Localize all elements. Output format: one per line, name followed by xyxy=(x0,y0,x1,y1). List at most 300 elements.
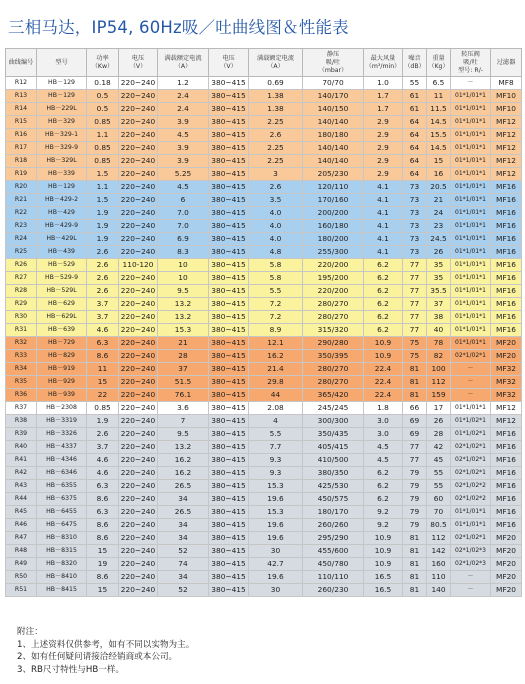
table-cell: 220~240 xyxy=(119,298,158,311)
table-row xyxy=(6,168,522,181)
table-cell: HB－8410 xyxy=(37,571,87,584)
table-cell: 81 xyxy=(403,389,427,402)
table-cell: MF32 xyxy=(491,389,522,402)
table-cell: 11 xyxy=(427,90,451,103)
table-cell: 51.5 xyxy=(158,376,209,389)
column-header xyxy=(119,49,158,77)
table-cell: 77 xyxy=(403,285,427,298)
table-cell: － xyxy=(451,571,491,584)
table-cell: 82 xyxy=(427,350,451,363)
table-cell: 365/420 xyxy=(303,389,364,402)
table-cell: 4.5 xyxy=(364,441,403,454)
table-cell: 280/270 xyxy=(303,376,364,389)
table-cell: 77 xyxy=(403,298,427,311)
table-cell: 4.0 xyxy=(249,233,303,246)
table-cell: 24 xyxy=(427,207,451,220)
table-row xyxy=(6,558,522,571)
table-cell: R33 xyxy=(6,350,37,363)
table-cell: 64 xyxy=(403,129,427,142)
table-cell: 5.8 xyxy=(249,259,303,272)
table-cell: R45 xyxy=(6,506,37,519)
table-cell: 64 xyxy=(403,168,427,181)
table-cell: 28 xyxy=(427,428,451,441)
table-cell: 2.6 xyxy=(249,181,303,194)
table-cell: 22 xyxy=(87,389,119,402)
table-cell: 280/270 xyxy=(303,311,364,324)
table-cell: 5.5 xyxy=(249,285,303,298)
table-cell: 380~415 xyxy=(209,558,249,571)
table-cell: MF16 xyxy=(491,493,522,506)
table-cell: 2.6 xyxy=(249,129,303,142)
table-cell: 02*1/02*3 xyxy=(451,545,491,558)
table-cell: MF16 xyxy=(491,467,522,480)
table-cell: HB－919 xyxy=(37,363,87,376)
table-row xyxy=(6,285,522,298)
table-cell: 450/575 xyxy=(303,493,364,506)
table-cell: R36 xyxy=(6,389,37,402)
table-cell: 200/200 xyxy=(303,207,364,220)
table-cell: 140 xyxy=(427,584,451,597)
table-cell: 9.2 xyxy=(364,519,403,532)
table-cell: 64 xyxy=(403,142,427,155)
table-cell: 73 xyxy=(403,233,427,246)
table-cell: 02*1/02*1 xyxy=(451,454,491,467)
table-cell: MF20 xyxy=(491,532,522,545)
table-cell: 20.5 xyxy=(427,181,451,194)
table-cell: 10.9 xyxy=(364,558,403,571)
table-cell: 16 xyxy=(427,168,451,181)
table-cell: 9.2 xyxy=(364,506,403,519)
table-cell: 34 xyxy=(158,519,209,532)
table-cell: 76.1 xyxy=(158,389,209,402)
table-cell: 2.4 xyxy=(158,90,209,103)
table-cell: 380~415 xyxy=(209,298,249,311)
table-row xyxy=(6,376,522,389)
table-cell: 220~240 xyxy=(119,220,158,233)
table-cell: 81 xyxy=(403,532,427,545)
table-cell: 79 xyxy=(403,506,427,519)
table-cell: 2.6 xyxy=(87,272,119,285)
table-cell: 01*1/01*1 xyxy=(451,506,491,519)
table-cell: 160/180 xyxy=(303,220,364,233)
table-cell: 9.5 xyxy=(158,285,209,298)
table-cell: MF12 xyxy=(491,116,522,129)
table-cell: 1.9 xyxy=(87,233,119,246)
table-cell: R22 xyxy=(6,207,37,220)
table-cell: R19 xyxy=(6,168,37,181)
table-cell: 2.25 xyxy=(249,155,303,168)
table-cell: 170/160 xyxy=(303,194,364,207)
table-cell: 77 xyxy=(403,259,427,272)
column-header-line: 吸/吐 xyxy=(325,59,341,66)
column-header xyxy=(451,49,491,77)
column-header-line: 重量 xyxy=(432,55,445,62)
table-cell: 01*1/01*1 xyxy=(451,402,491,415)
table-cell: 19 xyxy=(87,558,119,571)
table-cell: 1.9 xyxy=(87,207,119,220)
table-cell: MF12 xyxy=(491,415,522,428)
table-cell: HB－939 xyxy=(37,389,87,402)
table-cell: 14.5 xyxy=(427,142,451,155)
table-cell: 55 xyxy=(427,467,451,480)
table-row xyxy=(6,506,522,519)
table-cell: HB－629L xyxy=(37,311,87,324)
table-cell: 10.9 xyxy=(364,545,403,558)
table-cell: 9.3 xyxy=(249,454,303,467)
table-cell: 10 xyxy=(158,259,209,272)
table-cell: R37 xyxy=(6,402,37,415)
table-cell: 34 xyxy=(158,571,209,584)
table-cell: 220~240 xyxy=(119,168,158,181)
table-cell: 3.9 xyxy=(158,155,209,168)
table-cell: 13.2 xyxy=(158,441,209,454)
table-cell: 4.5 xyxy=(364,454,403,467)
table-cell: MF12 xyxy=(491,129,522,142)
table-cell: 195/200 xyxy=(303,272,364,285)
table-cell: 380~415 xyxy=(209,259,249,272)
note-item-2: 2、如有任何疑问请接洽经销商或本公司。 xyxy=(17,652,178,662)
table-cell: HB－729 xyxy=(37,337,87,350)
table-cell: 380~415 xyxy=(209,90,249,103)
table-cell: HB－329-1 xyxy=(37,129,87,142)
table-cell: 100 xyxy=(427,363,451,376)
column-header-line: 电压 xyxy=(222,55,235,62)
table-cell: 13.2 xyxy=(158,311,209,324)
table-cell: 15.5 xyxy=(427,129,451,142)
table-cell: 01*1/01*1 xyxy=(451,194,491,207)
table-cell: 02*1/02*2 xyxy=(451,493,491,506)
table-cell: R41 xyxy=(6,454,37,467)
table-cell: HB－4337 xyxy=(37,441,87,454)
table-cell: 81 xyxy=(403,376,427,389)
table-cell: 380~415 xyxy=(209,350,249,363)
table-cell: 01*1/01*1 xyxy=(451,207,491,220)
table-cell: 01*1/01*1 xyxy=(451,246,491,259)
column-header xyxy=(427,49,451,77)
table-row xyxy=(6,233,522,246)
table-cell: 77 xyxy=(403,272,427,285)
table-cell: 15.3 xyxy=(158,324,209,337)
table-cell: 220~240 xyxy=(119,415,158,428)
table-row xyxy=(6,389,522,402)
table-cell: 01*1/01*1 xyxy=(451,519,491,532)
table-cell: 16.5 xyxy=(364,571,403,584)
table-cell: HB－529-9 xyxy=(37,272,87,285)
table-cell: 220~240 xyxy=(119,506,158,519)
table-cell: 1.2 xyxy=(158,77,209,90)
table-cell: HB－929 xyxy=(37,376,87,389)
table-cell: 2.25 xyxy=(249,116,303,129)
table-cell: 110 xyxy=(427,571,451,584)
table-cell: 5.5 xyxy=(249,428,303,441)
table-cell: 42 xyxy=(427,441,451,454)
table-cell: 4.6 xyxy=(87,324,119,337)
table-row xyxy=(6,493,522,506)
table-cell: 220~240 xyxy=(119,246,158,259)
table-cell: 220~240 xyxy=(119,558,158,571)
column-header-line: （Kg） xyxy=(428,63,449,70)
table-cell: HB－429-2 xyxy=(37,194,87,207)
table-cell: 380~415 xyxy=(209,571,249,584)
table-cell: 64 xyxy=(403,116,427,129)
column-header xyxy=(37,49,87,77)
table-cell: 220~240 xyxy=(119,129,158,142)
table-cell: 1.5 xyxy=(87,194,119,207)
table-row xyxy=(6,363,522,376)
table-cell: R15 xyxy=(6,116,37,129)
table-cell: 23 xyxy=(427,220,451,233)
table-cell: 2.6 xyxy=(87,259,119,272)
table-cell: 380~415 xyxy=(209,428,249,441)
table-row xyxy=(6,298,522,311)
table-cell: 3 xyxy=(249,168,303,181)
table-cell: HB－329L xyxy=(37,155,87,168)
table-cell: 220/200 xyxy=(303,259,364,272)
table-cell: 180/170 xyxy=(303,506,364,519)
table-cell: 0.85 xyxy=(87,116,119,129)
table-cell: 26.5 xyxy=(158,480,209,493)
table-cell: HB－629 xyxy=(37,298,87,311)
table-cell: 1.5 xyxy=(87,168,119,181)
table-cell: 380~415 xyxy=(209,467,249,480)
table-cell: 380~415 xyxy=(209,311,249,324)
table-cell: 1.8 xyxy=(364,402,403,415)
table-cell: 74 xyxy=(158,558,209,571)
table-cell: 3.9 xyxy=(158,142,209,155)
table-cell: R12 xyxy=(6,77,37,90)
column-header-line: 曲线编号 xyxy=(8,59,34,66)
note-item-1: 1、上述资料仅供参考，如有不同以实物为主。 xyxy=(17,639,195,650)
table-cell: 17 xyxy=(427,402,451,415)
table-cell: 455/600 xyxy=(303,545,364,558)
table-cell: 15.3 xyxy=(249,506,303,519)
table-cell: 220~240 xyxy=(119,194,158,207)
table-cell: 79 xyxy=(403,519,427,532)
table-cell: R20 xyxy=(6,181,37,194)
table-cell: 38 xyxy=(427,311,451,324)
table-cell: 13.2 xyxy=(158,298,209,311)
table-cell: MF32 xyxy=(491,376,522,389)
table-cell: 28 xyxy=(158,350,209,363)
table-header-row xyxy=(6,49,522,77)
table-cell: R30 xyxy=(6,311,37,324)
table-cell: 79 xyxy=(403,493,427,506)
table-cell: 110-120 xyxy=(119,259,158,272)
table-cell: 380~415 xyxy=(209,480,249,493)
table-cell: HB－529 xyxy=(37,259,87,272)
table-cell: 01*1/01*1 xyxy=(451,142,491,155)
table-cell: 220~240 xyxy=(119,571,158,584)
table-body xyxy=(6,77,522,597)
table-cell: 6.5 xyxy=(427,77,451,90)
table-cell: HB－339 xyxy=(37,168,87,181)
table-cell: 380~415 xyxy=(209,181,249,194)
column-header-line: 功率 xyxy=(96,55,109,62)
table-cell: 52 xyxy=(158,545,209,558)
table-cell: MF16 xyxy=(491,207,522,220)
table-cell: 220~240 xyxy=(119,350,158,363)
table-cell: MF16 xyxy=(491,194,522,207)
table-cell: 8.3 xyxy=(158,246,209,259)
table-cell: 2.6 xyxy=(87,246,119,259)
table-cell: － xyxy=(451,389,491,402)
table-cell: 220~240 xyxy=(119,545,158,558)
table-cell: 220~240 xyxy=(119,454,158,467)
table-cell: 75 xyxy=(403,337,427,350)
table-cell: 260/260 xyxy=(303,519,364,532)
table-cell: HB－3326 xyxy=(37,428,87,441)
table-cell: 4.1 xyxy=(364,233,403,246)
table-cell: 61 xyxy=(403,103,427,116)
table-cell: HB－429-9 xyxy=(37,220,87,233)
table-cell: 220~240 xyxy=(119,207,158,220)
table-cell: 02*1/02*1 xyxy=(451,350,491,363)
table-cell: 55 xyxy=(403,77,427,90)
note-item-3: 3、RB尺寸特性与HB一样。 xyxy=(17,664,125,675)
table-row xyxy=(6,545,522,558)
table-cell: 4.6 xyxy=(87,454,119,467)
table-cell: 4.1 xyxy=(364,246,403,259)
table-cell: 380~415 xyxy=(209,324,249,337)
table-cell: 380~415 xyxy=(209,207,249,220)
table-cell: 290/280 xyxy=(303,337,364,350)
table-cell: 19.6 xyxy=(249,571,303,584)
table-cell: 220~240 xyxy=(119,376,158,389)
table-cell: HB－8310 xyxy=(37,532,87,545)
table-cell: 01*1/01*1 xyxy=(451,220,491,233)
table-cell: 55 xyxy=(427,480,451,493)
table-cell: 21 xyxy=(158,337,209,350)
table-row xyxy=(6,116,522,129)
table-cell: 79 xyxy=(403,467,427,480)
table-cell: R40 xyxy=(6,441,37,454)
table-cell: 220~240 xyxy=(119,233,158,246)
table-cell: 16.2 xyxy=(158,454,209,467)
table-row xyxy=(6,155,522,168)
table-cell: HB－439 xyxy=(37,246,87,259)
table-cell: 01*1/01*1 xyxy=(451,272,491,285)
table-row xyxy=(6,350,522,363)
table-cell: 26 xyxy=(427,246,451,259)
column-header xyxy=(364,49,403,77)
table-cell: 8.9 xyxy=(249,324,303,337)
table-cell: 380~415 xyxy=(209,493,249,506)
table-cell: － xyxy=(451,77,491,90)
table-cell: MF16 xyxy=(491,311,522,324)
table-cell: 5.8 xyxy=(249,272,303,285)
table-cell: 01*1/01*1 xyxy=(451,337,491,350)
table-cell: 6 xyxy=(158,194,209,207)
table-cell: HB－529L xyxy=(37,285,87,298)
table-row xyxy=(6,454,522,467)
column-header-line: （A） xyxy=(174,63,192,70)
table-cell: 24.5 xyxy=(427,233,451,246)
table-row xyxy=(6,428,522,441)
column-header-line: 型号: R/- xyxy=(457,67,484,74)
table-cell: R21 xyxy=(6,194,37,207)
table-cell: 405/415 xyxy=(303,441,364,454)
table-cell: 6.2 xyxy=(364,480,403,493)
table-cell: 81 xyxy=(403,571,427,584)
table-cell: R23 xyxy=(6,220,37,233)
table-cell: MF16 xyxy=(491,506,522,519)
table-cell: 69 xyxy=(403,415,427,428)
table-cell: 380/350 xyxy=(303,467,364,480)
table-cell: 220~240 xyxy=(119,519,158,532)
table-cell: 220~240 xyxy=(119,467,158,480)
column-header-line: 型号 xyxy=(55,59,68,66)
table-row xyxy=(6,246,522,259)
table-cell: 3.7 xyxy=(87,441,119,454)
table-cell: 6.2 xyxy=(364,324,403,337)
table-row xyxy=(6,324,522,337)
table-cell: 8.6 xyxy=(87,571,119,584)
table-cell: 7 xyxy=(158,415,209,428)
column-header-line: （m³/min） xyxy=(365,63,401,70)
table-cell: MF20 xyxy=(491,558,522,571)
table-cell: HB－829 xyxy=(37,350,87,363)
table-cell: 6.2 xyxy=(364,285,403,298)
column-header-line: （dB） xyxy=(404,63,425,70)
table-row xyxy=(6,181,522,194)
table-cell: 7.2 xyxy=(249,311,303,324)
table-cell: HB－2308 xyxy=(37,402,87,415)
table-cell: 0.18 xyxy=(87,77,119,90)
table-cell: 0.85 xyxy=(87,142,119,155)
table-cell: 220~240 xyxy=(119,142,158,155)
table-cell: 380~415 xyxy=(209,519,249,532)
table-row xyxy=(6,103,522,116)
table-cell: 26 xyxy=(427,415,451,428)
table-cell: HB－429L xyxy=(37,233,87,246)
table-cell: R48 xyxy=(6,545,37,558)
table-cell: 02*1/02*1 xyxy=(451,467,491,480)
column-header-line: （V） xyxy=(129,63,147,70)
table-cell: HB－6346 xyxy=(37,467,87,480)
table-cell: 245/245 xyxy=(303,402,364,415)
table-cell: MF16 xyxy=(491,428,522,441)
table-cell: 81 xyxy=(403,545,427,558)
table-cell: 8.6 xyxy=(87,493,119,506)
table-cell: R42 xyxy=(6,467,37,480)
table-cell: 34 xyxy=(158,493,209,506)
table-cell: MF16 xyxy=(491,285,522,298)
table-cell: HB－8320 xyxy=(37,558,87,571)
table-cell: MF16 xyxy=(491,441,522,454)
table-cell: 10.9 xyxy=(364,350,403,363)
table-cell: MF20 xyxy=(491,350,522,363)
table-cell: 380~415 xyxy=(209,285,249,298)
table-cell: 380~415 xyxy=(209,402,249,415)
column-header-line: 满载额定电流 xyxy=(164,55,202,62)
table-cell: 10.9 xyxy=(364,532,403,545)
table-cell: 220~240 xyxy=(119,311,158,324)
table-cell: MF16 xyxy=(491,298,522,311)
column-header-line: 过滤器 xyxy=(496,59,516,66)
table-cell: 4.5 xyxy=(158,181,209,194)
table-cell: MF20 xyxy=(491,545,522,558)
table-cell: 64 xyxy=(403,155,427,168)
table-cell: 4.0 xyxy=(249,220,303,233)
table-cell: 6.9 xyxy=(158,233,209,246)
table-cell: R31 xyxy=(6,324,37,337)
table-cell: 3.7 xyxy=(87,311,119,324)
table-cell: 37 xyxy=(158,363,209,376)
table-cell: 73 xyxy=(403,246,427,259)
table-row xyxy=(6,584,522,597)
table-row xyxy=(6,441,522,454)
table-cell: HB－8415 xyxy=(37,584,87,597)
